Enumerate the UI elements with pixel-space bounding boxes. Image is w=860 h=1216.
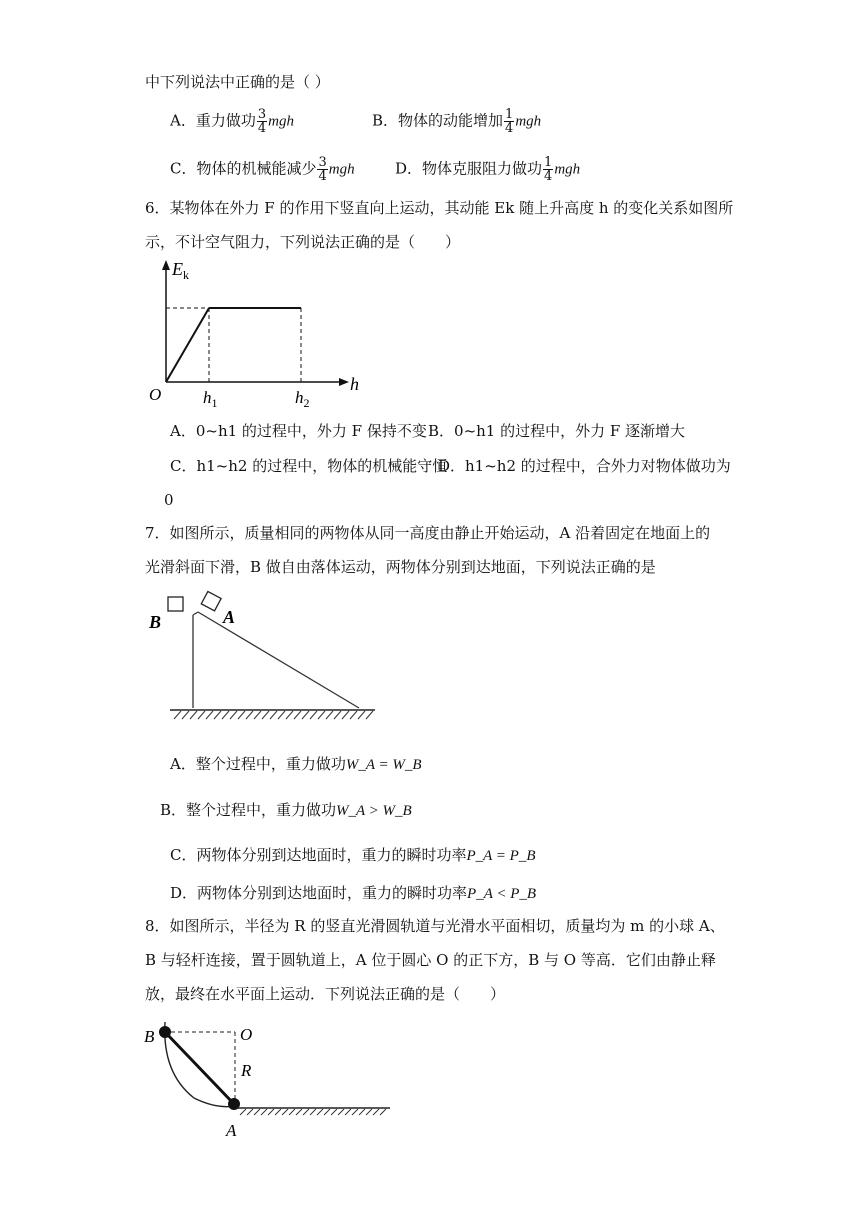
q5-option-a[interactable] bbox=[170, 108, 294, 135]
q5-option-c-expr: mgh bbox=[328, 161, 355, 178]
q7-stem-line1: 7．如图所示，质量相同的两物体从同一高度由静止开始运动，A 沿着固定在地面上的 bbox=[145, 524, 711, 542]
q7-option-c-label: C．两物体分别到达地面时，重力的瞬时功率 bbox=[170, 846, 467, 864]
q5-option-b-fraction: $\frac{1}{4}$ bbox=[505, 107, 514, 136]
q5-option-c-fraction: $\frac{3}{4}$ bbox=[318, 155, 327, 184]
q6-x-axis-arrow bbox=[339, 378, 349, 386]
q7-label-b: B bbox=[149, 612, 162, 632]
q5-stem: 中下列说法中正确的是（ ） bbox=[145, 73, 330, 91]
q6-option-d[interactable]: D．h1~h2 的过程中，合外力对物体做功为 bbox=[438, 457, 731, 475]
q5-option-a-label: A．重力做功 bbox=[170, 111, 256, 130]
q8-stem-line2: B 与轻杆连接，置于圆轨道上，A 位于圆心 O 的正下方，B 与 O 等高．它们由静止释 bbox=[145, 951, 716, 969]
q8-stem-line1: 8．如图所示，半径为 R 的竖直光滑圆轨道与光滑水平面相切，质量均为 m 的小球 A、 bbox=[145, 917, 725, 935]
q8-ground-hatch bbox=[240, 1109, 386, 1115]
q8-light-rod bbox=[165, 1032, 234, 1104]
q7-option-b-label: B．整个过程中，重力做功 bbox=[160, 801, 337, 819]
q6-option-c[interactable]: C．h1~h2 的过程中，物体的机械能守恒 bbox=[170, 457, 448, 475]
q6-origin-label: O bbox=[149, 385, 162, 404]
q5-option-c-label: C．物体的机械能减少 bbox=[170, 159, 317, 178]
q7-incline-top bbox=[193, 612, 198, 615]
q5-option-d-expr: mgh bbox=[554, 161, 581, 178]
q7-ground-hatch bbox=[174, 711, 373, 719]
q5-option-d-label: D．物体克服阻力做功 bbox=[395, 159, 543, 178]
q5-option-b[interactable] bbox=[372, 108, 541, 135]
q6-x-label: h bbox=[350, 374, 359, 394]
q6-y-label: $E_k$ bbox=[172, 259, 189, 282]
q7-incline-figure bbox=[145, 590, 365, 725]
q7-option-d-label: D．两物体分别到达地面时，重力的瞬时功率 bbox=[170, 884, 468, 902]
q7-option-b[interactable] bbox=[160, 800, 412, 821]
q8-ball-b bbox=[159, 1026, 171, 1038]
q6-ek-h-graph bbox=[145, 255, 375, 415]
q5-option-d-fraction: $\frac{1}{4}$ bbox=[544, 155, 553, 184]
q8-circular-track-figure bbox=[140, 1018, 400, 1148]
q7-option-a[interactable] bbox=[170, 754, 422, 775]
q6-option-d-cont: 0 bbox=[164, 491, 174, 509]
q8-label-a: A bbox=[226, 1121, 237, 1140]
q8-label-r: R bbox=[241, 1061, 252, 1080]
q5-option-c[interactable] bbox=[170, 156, 355, 183]
q7-stem-line2: 光滑斜面下滑，B 做自由落体运动，两物体分别到达地面，下列说法正确的是 bbox=[145, 558, 656, 576]
q6-stem-line1: 6．某物体在外力 F 的作用下竖直向上运动，其动能 Ek 随上升高度 h 的变化关系如图所 bbox=[145, 199, 734, 217]
q7-option-a-label: A．整个过程中，重力做功 bbox=[170, 755, 346, 773]
q6-stem-line2: 示，不计空气阻力，下列说法正确的是（ ） bbox=[145, 233, 461, 251]
q8-stem-line3: 放，最终在水平面上运动．下列说法正确的是（ ） bbox=[145, 985, 506, 1003]
q8-label-b: B bbox=[144, 1027, 155, 1046]
q7-option-b-expr: W_A > W_B bbox=[336, 803, 412, 819]
q7-option-d[interactable] bbox=[170, 883, 536, 904]
q7-block-b bbox=[168, 597, 183, 611]
q5-option-b-label: B．物体的动能增加 bbox=[372, 111, 504, 130]
q5-option-a-expr: mgh bbox=[268, 113, 294, 130]
q7-block-a bbox=[201, 591, 221, 610]
q7-option-c[interactable] bbox=[170, 845, 536, 866]
q5-option-b-expr: mgh bbox=[515, 113, 542, 130]
q5-option-a-fraction: $\frac{3}{4}$ bbox=[257, 107, 267, 136]
q6-option-a[interactable]: A．0~h1 的过程中，外力 F 保持不变 bbox=[170, 422, 427, 440]
q8-label-o: O bbox=[240, 1025, 253, 1044]
q7-option-a-expr: W_A = W_B bbox=[345, 757, 422, 773]
q6-h1-label: $h_1$ bbox=[203, 388, 218, 410]
q6-option-b[interactable]: B．0~h1 的过程中，外力 F 逐渐增大 bbox=[428, 422, 686, 440]
q6-h2-label: $h_2$ bbox=[295, 388, 310, 410]
q5-option-d[interactable] bbox=[395, 156, 580, 183]
q6-ek-curve-rise bbox=[166, 308, 209, 382]
q7-option-c-expr: P_A = P_B bbox=[466, 848, 536, 864]
q7-option-d-expr: P_A < P_B bbox=[467, 886, 537, 902]
q6-y-axis-arrow bbox=[162, 260, 170, 270]
q7-label-a: A bbox=[223, 607, 236, 627]
